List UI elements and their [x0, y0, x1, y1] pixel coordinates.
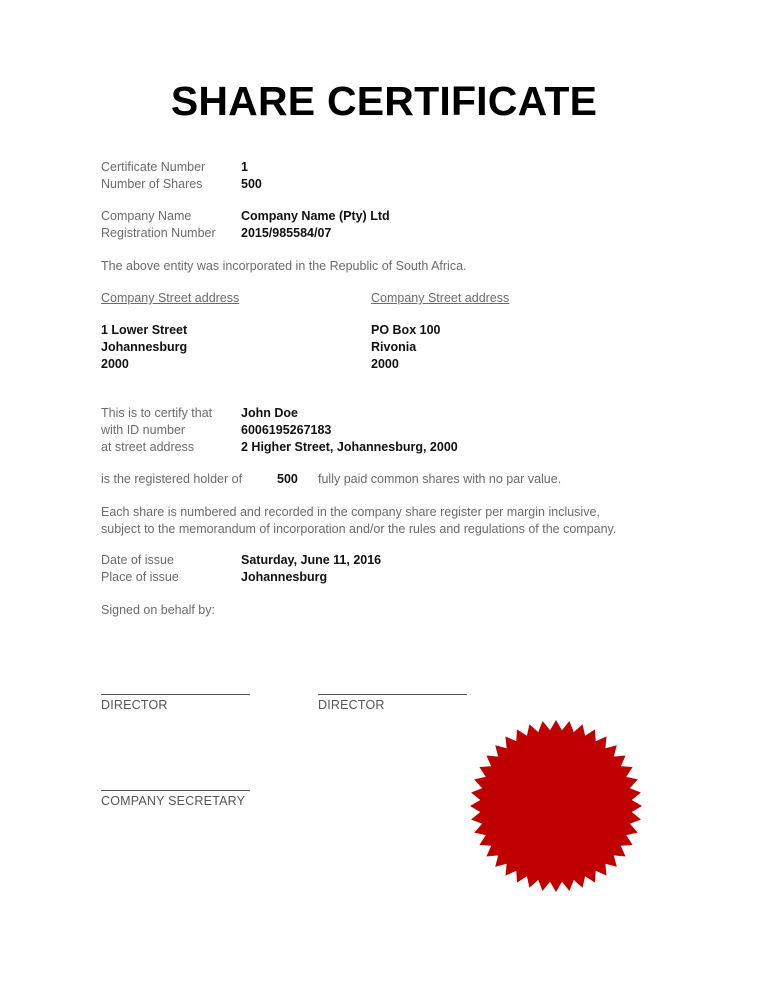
certificate-title: SHARE CERTIFICATE: [170, 78, 598, 124]
holder-name: John Doe: [241, 406, 298, 420]
shares-description: fully paid common shares with no par value.: [318, 472, 562, 486]
director-2-label: DIRECTOR: [318, 698, 385, 712]
holder-id-number: 6006195267183: [241, 423, 332, 437]
holder-shares-count: 500: [277, 472, 298, 486]
left-address-line3: 2000: [101, 357, 129, 371]
left-address-line2: Johannesburg: [101, 340, 188, 354]
holder-street-address: 2 Higher Street, Johannesburg, 2000: [241, 440, 458, 454]
right-address-line3: 2000: [371, 357, 399, 371]
street-address-label: at street address: [101, 440, 195, 454]
signed-on-behalf-label: Signed on behalf by:: [101, 603, 215, 617]
id-number-label: with ID number: [101, 423, 186, 437]
right-address-heading: Company Street address: [371, 291, 510, 305]
date-of-issue-value: Saturday, June 11, 2016: [241, 553, 382, 567]
left-address-line1: 1 Lower Street: [101, 323, 188, 337]
right-address-line2: Rivonia: [371, 340, 417, 354]
date-of-issue-label: Date of issue: [101, 553, 174, 567]
certificate-number-value: 1: [241, 160, 248, 174]
terms-line-1: Each share is numbered and recorded in the company share register per margin inclusive,: [101, 505, 600, 519]
company-name-value: Company Name (Pty) Ltd: [241, 209, 390, 223]
number-of-shares-value: 500: [241, 177, 262, 191]
right-address-line1: PO Box 100: [371, 323, 441, 337]
director-2-signature-line: [318, 694, 467, 695]
director-1-signature-line: [101, 694, 250, 695]
registration-number-label: Registration Number: [101, 226, 216, 240]
registration-number-value: 2015/985584/07: [241, 226, 332, 240]
company-secretary-label: COMPANY SECRETARY: [101, 794, 246, 808]
left-address-heading: Company Street address: [101, 291, 240, 305]
terms-line-2: subject to the memorandum of incorporation and/or the rules and regulations of the company.: [101, 522, 617, 536]
company-name-label: Company Name: [101, 209, 192, 223]
director-1-label: DIRECTOR: [101, 698, 168, 712]
place-of-issue-value: Johannesburg: [241, 570, 328, 584]
number-of-shares-label: Number of Shares: [101, 177, 203, 191]
place-of-issue-label: Place of issue: [101, 570, 179, 584]
incorporation-statement: The above entity was incorporated in the Republic of South Africa.: [101, 259, 467, 273]
secretary-signature-line: [101, 790, 250, 791]
certify-label: This is to certify that: [101, 406, 213, 420]
registered-holder-label: is the registered holder of: [101, 472, 243, 486]
certificate-number-label: Certificate Number: [101, 160, 206, 174]
seal-starburst-icon: [468, 718, 644, 894]
